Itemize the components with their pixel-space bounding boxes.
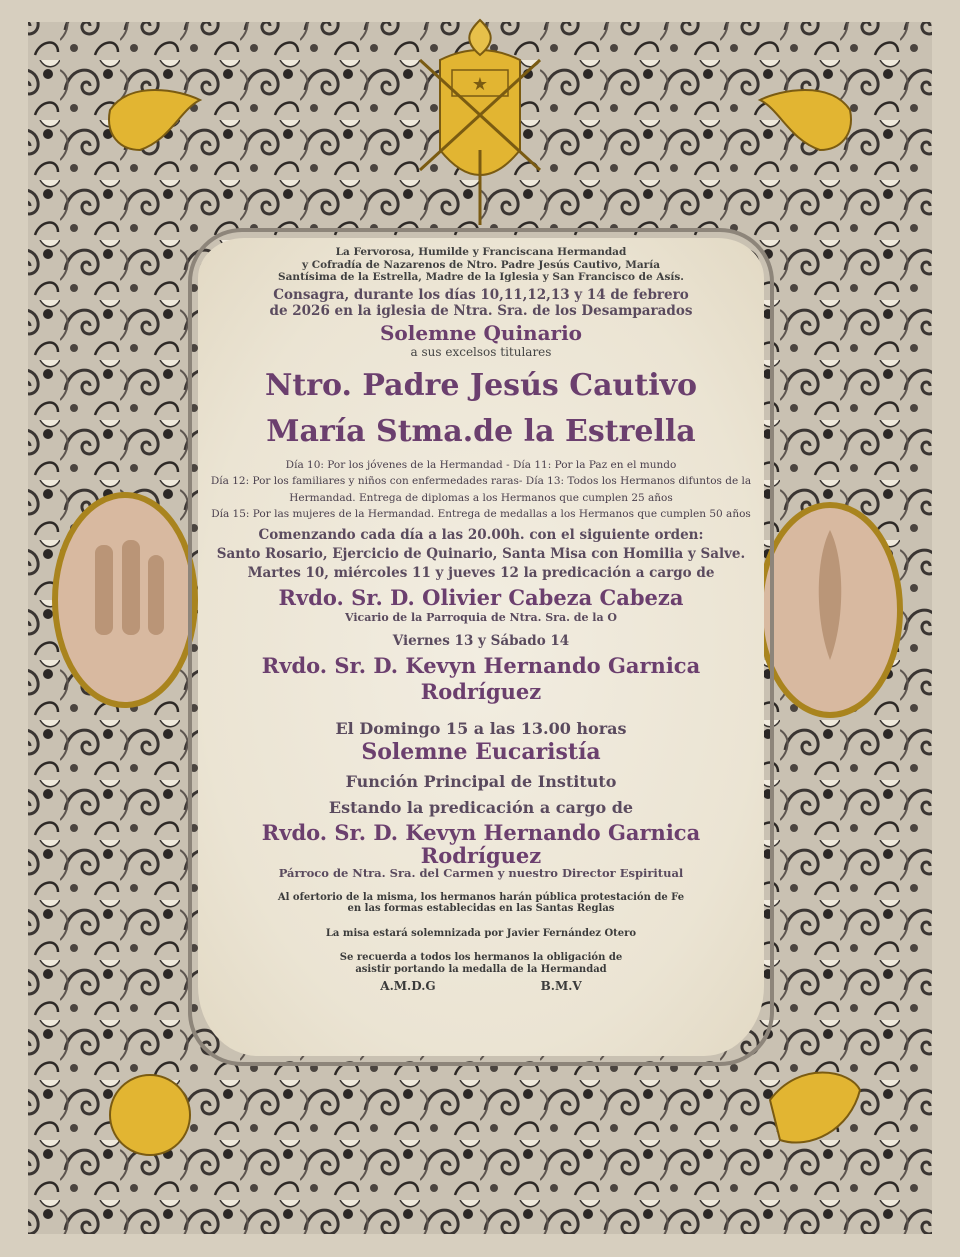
eucharist-title: Solemne Eucaristía <box>361 738 601 765</box>
titular-1: Ntro. Padre Jesús Cautivo <box>264 367 698 403</box>
preacher-2-line-2: Rodríguez <box>420 678 542 704</box>
day-line-4: Día 15: Por las mujeres de la Hermandad. Entrega de medallas a los Hermanos que cumplen 50 años <box>211 508 751 520</box>
order-line-3: Martes 10, miércoles 11 y jueves 12 la predicación a cargo de <box>247 564 715 581</box>
titular-2: María Stma.de la Estrella <box>266 413 696 449</box>
order-line-2: Santo Rosario, Ejercicio de Quinario, Santa Misa con Homilia y Salve. <box>216 545 746 562</box>
preacher-3-role: Párroco de Ntra. Sra. del Carmen y nuestro Director Espiritual <box>278 865 684 880</box>
intro-line-3: Santísima de la Estrella, Madre de la Iglesia y San Francisco de Asís. <box>278 271 684 283</box>
preacher-1: Rvdo. Sr. D. Olivier Cabeza Cabeza <box>278 584 684 610</box>
function-line: Función Principal de Instituto <box>345 771 617 791</box>
event-title: Solemne Quinario <box>379 320 583 345</box>
music-line: La misa estará solemnizada por Javier Fernández Otero <box>325 927 637 939</box>
day-line-3: Hermandad. Entrega de diplomas a los Hermanos que cumplen 25 años <box>289 491 673 504</box>
preacher-3-line-2: Rodríguez <box>420 842 542 868</box>
sunday-line: El Domingo 15 a las 13.00 horas <box>335 718 627 738</box>
intro-line-2: y Cofradía de Nazarenos de Ntro. Padre Jesús Cautivo, María <box>302 258 660 271</box>
consagra-line-2: de 2026 en la iglesia de Ntra. Sra. de los Desamparados <box>269 302 693 319</box>
day-line-2: Día 12: Por los familiares y niños con enfermedades raras- Día 13: Todos los Hermanos difuntos de la <box>210 475 752 487</box>
preacher-3-line-1: Rvdo. Sr. D. Kevyn Hernando Garnica <box>261 819 701 845</box>
preacher-2-line-1: Rvdo. Sr. D. Kevyn Hernando Garnica <box>261 652 701 678</box>
days-2: Viernes 13 y Sábado 14 <box>392 632 570 649</box>
reminder-line-2: asistir portando la medalla de la Hermandad <box>355 963 607 975</box>
amdg: A.M.D.G <box>380 979 436 993</box>
reminder-line-1: Se recuerda a todos los hermanos la obligación de <box>339 952 623 963</box>
preacher-1-role: Vicario de la Parroquia de Ntra. Sra. de la O <box>345 610 617 624</box>
preaching-line: Estando la predicación a cargo de <box>328 797 634 817</box>
consagra-line-1: Consagra, durante los días 10,11,12,13 y 14 de febrero <box>273 286 689 303</box>
day-line-1: Día 10: Por los jóvenes de la Hermandad - Día 11: Por la Paz en el mundo <box>285 458 677 471</box>
a-sus-titulares: a sus excelsos titulares <box>410 344 552 359</box>
order-line-1: Comenzando cada día a las 20.00h. con el siguiente orden: <box>258 526 704 543</box>
svg-text:★: ★ <box>471 74 489 95</box>
intro-line-1: La Fervorosa, Humilde y Franciscana Hermandad <box>335 246 627 258</box>
closing-initials <box>198 979 764 993</box>
bmv: B.M.V <box>540 979 582 993</box>
announcement-text <box>198 246 764 993</box>
offertory-line-1: Al ofertorio de la misma, los hermanos harán pública protestación de Fe <box>277 891 685 903</box>
offertory-line-2: en las formas establecidas en las Santas Reglas <box>347 903 615 914</box>
